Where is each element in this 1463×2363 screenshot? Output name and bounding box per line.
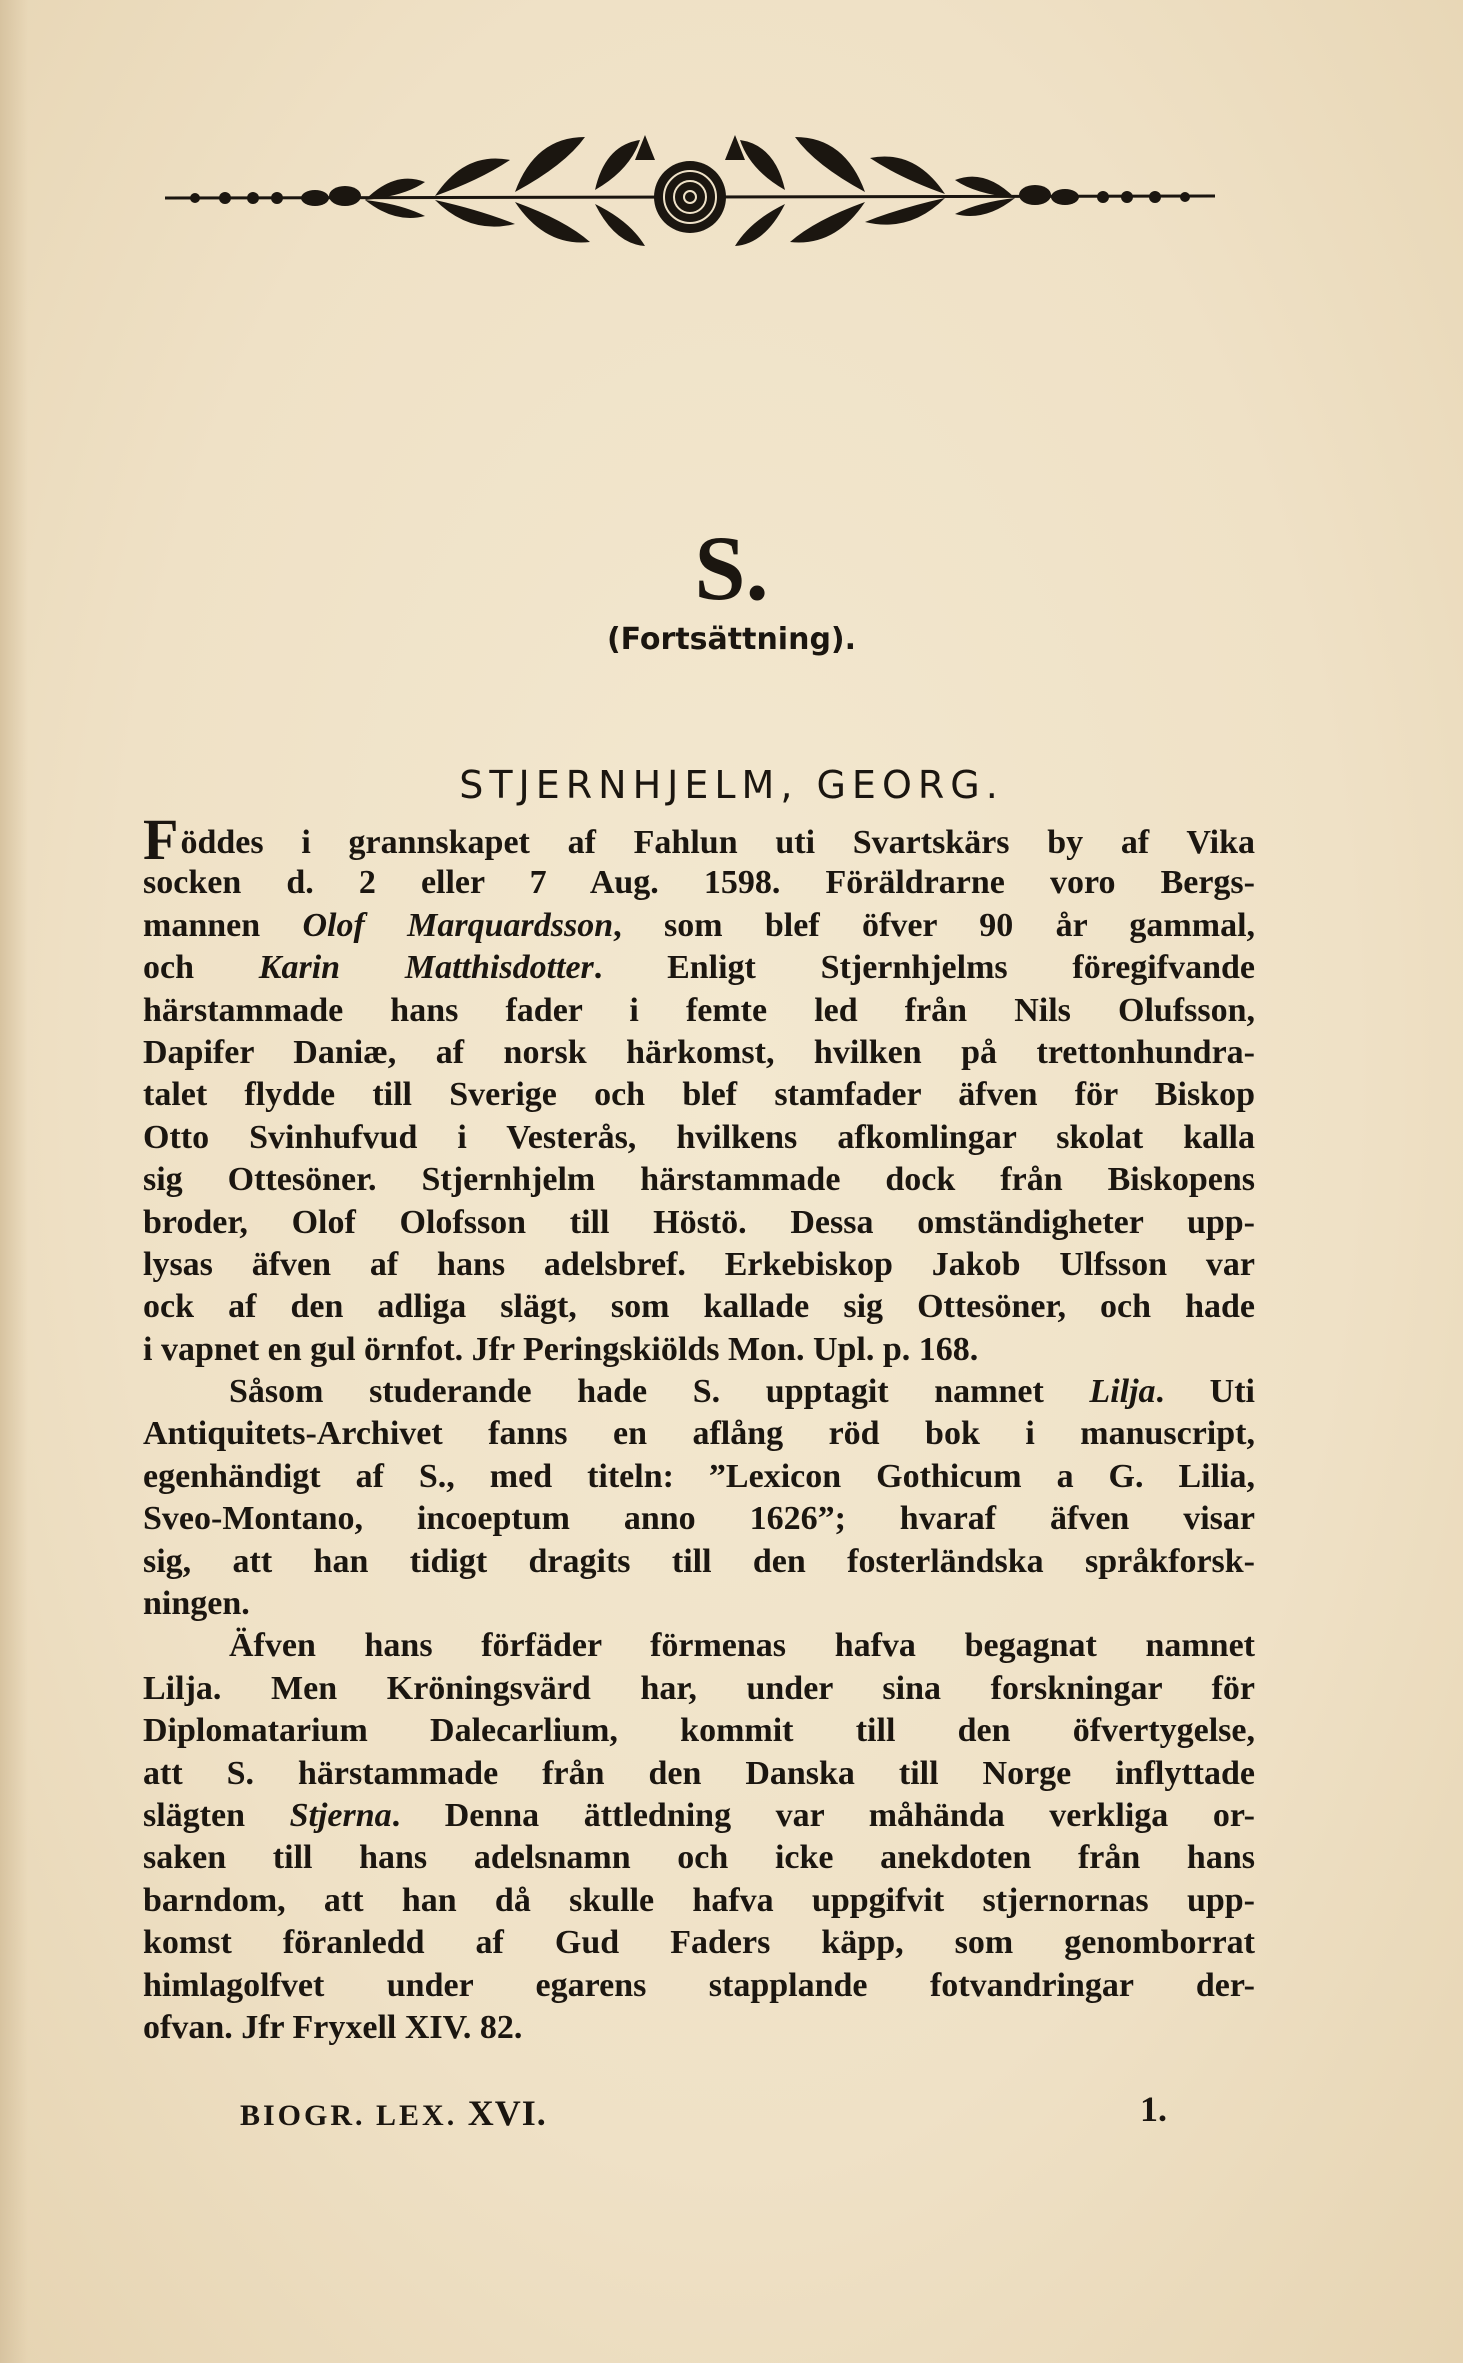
volume-number: XVI. xyxy=(467,2093,547,2133)
floral-rosette-divider-icon xyxy=(165,130,1215,260)
sheet-number: 1. xyxy=(1140,2089,1167,2129)
text-line: i vapnet en gul örnfot. Jfr Peringskiölds Mon. Upl. p. 168. xyxy=(143,1330,979,1368)
text-line: broder, Olof Olofsson till Höstö. Dessa omständigheter upp- xyxy=(143,1203,1255,1241)
text-line: sig Ottesöner. Stjernhjelm härstammade dock från Biskopens xyxy=(143,1161,1255,1199)
text-line: Diplomatarium Dalecarlium, kommit till den öfvertygelse, xyxy=(143,1712,1255,1750)
text-line: komst föranledd af Gud Faders käpp, som genomborrat xyxy=(143,1924,1255,1962)
section-letter-heading: S. xyxy=(694,517,769,619)
text-line: Dapifer Daniæ, af norsk härkomst, hvilken på trettonhundra- xyxy=(143,1033,1255,1071)
text-line: sig, att han tidigt dragits till den fosterländska språkforsk- xyxy=(143,1542,1255,1580)
text-line: Sveo-Montano, incoeptum anno 1626”; hvaraf äfven visar xyxy=(143,1500,1255,1538)
person-name: Olof Marquardsson xyxy=(302,906,614,944)
text-line: härstammade hans fader i femte led från Nils Olufsson, xyxy=(143,991,1255,1029)
text-line: ofvan. Jfr Fryxell XIV. 82. xyxy=(143,2008,523,2046)
text-line: himlagolfvet under egarens stapplande fotvandringar der- xyxy=(143,1966,1255,2004)
printer-signature: BIOGR. LEX. XVI. xyxy=(240,2093,547,2133)
text-line: Otto Svinhufvud i Vesterås, hvilkens afkomlingar skolat kalla xyxy=(143,1118,1255,1156)
text-line: saken till hans adelsnamn och icke anekdoten från hans xyxy=(143,1839,1255,1877)
text-line: barndom, att han då skulle hafva uppgifvit stjernornas upp- xyxy=(143,1881,1255,1919)
text-line: Såsom studerande hade S. upptagit namnet Lilja. Uti xyxy=(229,1373,1255,1411)
text-line: egenhändigt af S., med titeln: ”Lexicon Gothicum a G. Lilia, xyxy=(143,1457,1255,1495)
text-line: slägten Stjerna. Denna ättledning var måhända verkliga or- xyxy=(143,1796,1256,1834)
entry-title: STJERNHJELM, GEORG. xyxy=(459,763,1004,807)
text-line: att S. härstammade från den Danska till Norge inflyttade xyxy=(143,1754,1255,1792)
person-name: Karin Matthisdotter xyxy=(258,949,594,987)
text-line: ock af den adliga slägt, som kallade sig Ottesöner, och hade xyxy=(143,1288,1255,1326)
text-line: Föddes i grannskapet af Fahlun uti Svartskärs by af Vika xyxy=(143,807,1255,872)
text-line: talet flydde till Sverige och blef stamfader äfven för Biskop xyxy=(143,1076,1255,1114)
continuation-note: (Fortsättning). xyxy=(606,622,857,657)
text-line: socken d. 2 eller 7 Aug. 1598. Föräldrarne voro Bergs- xyxy=(143,864,1255,902)
text-line: mannen Olof Marquardsson, som blef öfver 90 år gammal, xyxy=(143,906,1256,944)
text-line: lysas äfven af hans adelsbref. Erkebiskop Jakob Ulfsson var xyxy=(143,1245,1255,1283)
text-line: ningen. xyxy=(143,1585,250,1623)
person-name: Stjerna xyxy=(289,1796,392,1834)
text-line: Antiquitets-Archivet fanns en aflång röd bok i manuscript, xyxy=(143,1415,1255,1453)
text-line: Äfven hans förfäder förmenas hafva begagnat namnet xyxy=(229,1627,1255,1665)
text-line: och Karin Matthisdotter. Enligt Stjernhjelms föregifvande xyxy=(143,949,1255,987)
entry-body xyxy=(143,807,1256,2049)
drop-cap: F xyxy=(143,807,179,872)
person-name: Lilja xyxy=(1089,1373,1156,1411)
page-gutter-shadow xyxy=(0,0,28,2363)
text-line: Lilja. Men Kröningsvärd har, under sina forskningar för xyxy=(143,1669,1255,1707)
